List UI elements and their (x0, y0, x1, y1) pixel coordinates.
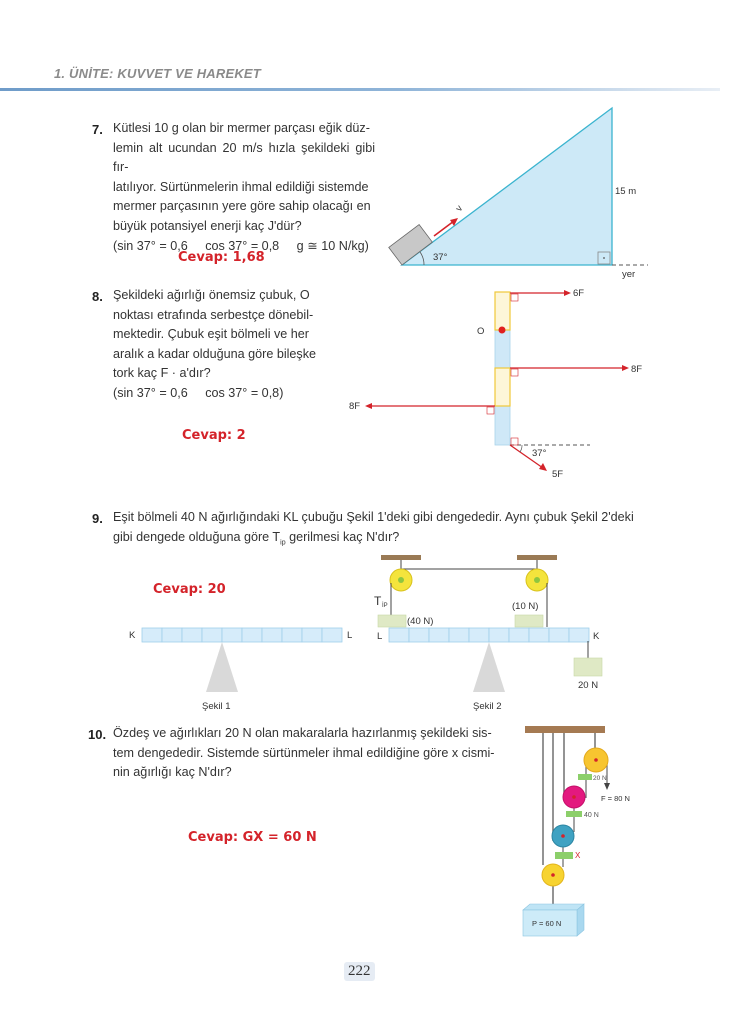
weight-block-40n (378, 615, 406, 627)
rod-right-label: L (347, 630, 353, 641)
question-8-line: noktası etrafında serbestçe dönebil- (113, 307, 314, 322)
block-label: P = 60 N (532, 919, 562, 928)
question-7-text (113, 119, 375, 256)
rod-segment (182, 628, 202, 642)
figure-caption: Şekil 2 (473, 701, 502, 712)
label-40n: 40 N (584, 812, 599, 819)
rod-torque-figure (340, 280, 660, 480)
rod-segment (389, 628, 409, 642)
pulley-system-figure (510, 720, 660, 940)
rod-segment (449, 628, 469, 642)
label-20n: 20 N (593, 775, 607, 782)
weight-label-40n: (40 N) (407, 616, 434, 627)
question-7-line: (sin 37° = 0,6 cos 37° = 0,8 g ≅ 10 N/kg) (113, 238, 369, 253)
question-8-text (113, 286, 323, 404)
rod-lk (389, 628, 589, 642)
question-9-answer: Cevap: 20 (153, 582, 226, 597)
balance-figure-2 (360, 545, 620, 720)
rod-segment (409, 628, 429, 642)
question-10-text (113, 724, 508, 783)
rod-segment (549, 628, 569, 642)
ceiling-mount-right (517, 555, 557, 560)
height-label: 15 m (615, 186, 637, 197)
rod-segment (222, 628, 242, 642)
ceiling-mount-left (381, 555, 421, 560)
force-arrow (604, 783, 610, 790)
question-9-line: Eşit bölmeli 40 N ağırlığındaki KL çubuğu Şekil 1'deki gibi dengededir. Aynı çubuk Şekil 2'deki (113, 510, 634, 524)
incline-figure (380, 100, 660, 280)
question-9-number: 9. (92, 511, 103, 526)
tension-subscript: İP (382, 603, 388, 609)
weight-label-10n: (10 N) (512, 601, 539, 612)
question-8-line: Şekildeki ağırlığı önemsiz çubuk, O (113, 288, 310, 302)
question-10-answer: Cevap: GX = 60 N (188, 830, 317, 845)
force-label-8f-left: 8F (349, 401, 361, 412)
ground-label: yer (622, 269, 636, 280)
question-10-line: Özdeş ve ağırlıkları 20 N olan makaralarla hazırlanmış şekildeki sis- (113, 726, 492, 740)
question-10-number: 10. (88, 727, 107, 742)
rod-segment (429, 628, 449, 642)
rod-segment (282, 628, 302, 642)
balance-figure-1 (100, 560, 370, 720)
weight-x (555, 852, 573, 859)
rod-segment (162, 628, 182, 642)
question-8-line: mektedir. Çubuk eşit bölmeli ve her (113, 327, 309, 342)
right-angle-marker (511, 369, 518, 376)
weight-40n (566, 811, 582, 817)
header-rule (0, 88, 720, 91)
page-number: 222 (344, 962, 375, 981)
question-8-line: aralık a kadar olduğuna göre bileşke (113, 346, 317, 361)
pivot-point (499, 327, 506, 334)
fulcrum (473, 642, 505, 692)
rod-segment (469, 628, 489, 642)
pivot-label: O (477, 326, 485, 337)
hanging-weight-20n (574, 658, 602, 676)
question-8-answer: Cevap: 2 (182, 428, 246, 443)
hanging-weight-label: 20 N (578, 680, 599, 691)
question-7-answer: Cevap: 1,68 (178, 250, 265, 265)
rod-segment (569, 628, 589, 642)
rod-segment (242, 628, 262, 642)
rod-segment (529, 628, 549, 642)
fulcrum (206, 642, 238, 692)
angle-label: 37° (433, 252, 448, 263)
question-8-line: tork kaç F · a'dır? (113, 366, 211, 381)
right-angle-marker (487, 407, 494, 414)
rod-segment-yellow-mid (495, 368, 510, 406)
rod-segment-yellow-top (495, 292, 510, 330)
rod-segment (509, 628, 529, 642)
angle-arc (520, 445, 522, 452)
question-7-line: lemin alt ucundan 20 m/s hızla şekildeki gibi fır- (113, 140, 375, 175)
question-8-line: (sin 37° = 0,6 cos 37° = 0,8) (113, 385, 284, 400)
question-8-number: 8. (92, 289, 103, 304)
rod-segment (489, 628, 509, 642)
question-7-line: Kütlesi 10 g olan bir mermer parçası eğik düz- (113, 121, 370, 135)
question-7-line: büyük potansiyel enerji kaç J'dür? (113, 218, 302, 233)
question-9-line: gibi dengede olduğuna göre $T_{ip}$ gerilmesi kaç N'dır? (113, 529, 400, 547)
rod-segment (322, 628, 342, 642)
question-7-number: 7. (92, 122, 103, 137)
force-label-5f: 5F (552, 469, 564, 480)
rod-kl (142, 628, 342, 642)
force-label-8f-right: 8F (631, 364, 643, 375)
question-7-line: latılıyor. Sürtünmelerin ihmal edildiği sistemde (113, 179, 369, 194)
weight-block-10n (515, 615, 543, 627)
right-angle-marker (511, 294, 518, 301)
weight-20n (578, 774, 592, 780)
unit-header-title: 1. ÜNİTE: KUVVET VE HAREKET (54, 66, 261, 81)
right-angle-marker (511, 438, 518, 445)
force-label: F = 80 N (601, 794, 630, 803)
ceiling-beam (525, 726, 605, 733)
incline-triangle (402, 108, 612, 265)
rod-segment (202, 628, 222, 642)
velocity-label: v (453, 203, 466, 214)
figure-caption: Şekil 1 (202, 701, 231, 712)
rod-right-label: K (593, 631, 600, 642)
question-7-line: mermer parçasının yere göre sahip olacağı en (113, 199, 371, 214)
label-x: X (575, 851, 581, 860)
angle-label: 37° (532, 448, 547, 459)
force-label-6f: 6F (573, 288, 585, 299)
rod-segment (142, 628, 162, 642)
tension-label: T (374, 594, 382, 608)
block-side (577, 904, 584, 936)
question-10-line: tem dengededir. Sistemde sürtünmeler ihmal edildiğine göre x cismi- (113, 745, 495, 760)
rod-left-label: K (129, 630, 136, 641)
question-10-line: nin ağırlığı kaç N'dır? (113, 765, 232, 780)
rod-segment (262, 628, 282, 642)
rod-segment (302, 628, 322, 642)
rod-left-label: L (377, 631, 383, 642)
block-top (523, 904, 584, 910)
